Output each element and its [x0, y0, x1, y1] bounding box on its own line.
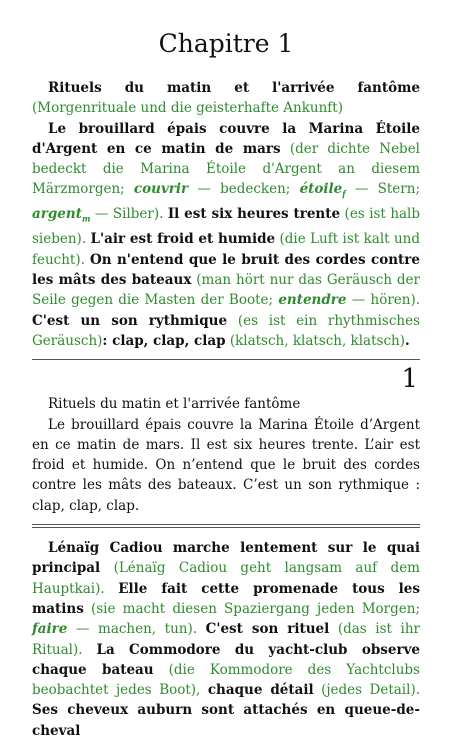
gloss-de: (es ist halb sieben).	[32, 206, 421, 248]
original-text-section	[32, 394, 420, 516]
vocab-term: étoile$_f$	[299, 181, 346, 200]
gloss-de: (jedes Detail).	[321, 682, 420, 699]
gloss-de: (es ist ein rhythmisches Geräusch)	[32, 312, 421, 349]
sentence-end: .	[404, 332, 410, 349]
gloss-de: (Lénaïg Cadiou geht langsam auf dem Hauptkai).	[32, 560, 420, 597]
page-number: 1	[401, 364, 418, 395]
section-heading-paragraph	[32, 78, 420, 119]
chapter-title: Chapitre 1	[158, 29, 294, 58]
vocab-term: faire	[32, 621, 68, 638]
gloss-de: (die Kommodore des Yachtclubs beobachtet jedes Boot),	[32, 661, 420, 699]
original-paragraph: Le brouillard épais couvre la Marina Étoile d’Argent en ce matin de mars. Il est six heures trente. L’air est froid et humide. On n’entend que le bruit des cordes contre les mâts des bateaux. C’est un son rythmique : clap, clap, clap.	[32, 416, 420, 514]
bilingual-section	[32, 538, 420, 741]
bilingual-paragraph	[32, 538, 420, 741]
sentence-fr: La Commodore du yacht-club observe chaque bateau	[32, 641, 421, 678]
original-heading: Rituels du matin et l'arrivée fantôme	[48, 396, 301, 413]
gloss-de: (die Luft ist kalt und feucht).	[32, 231, 420, 268]
sentence-fr: Elle fait cette promenade tous les matins	[32, 580, 420, 617]
sentence-fr: On n'entend que le bruit des cordes contre les mâts des bateaux	[32, 251, 420, 289]
sentence-fr: : clap, clap, clap	[102, 332, 226, 349]
bilingual-paragraph	[32, 119, 420, 352]
gloss-de: (man hört nur das Geräusch der Seile gegen die Masten der Boote; entendre — hören).	[32, 272, 421, 309]
sentence-fr: L'air est froid et humide	[90, 231, 276, 248]
gloss-de: (das ist ihr Ritual).	[32, 621, 420, 658]
sentence-fr: Il est six heures trente	[167, 206, 341, 223]
vocab-term: argent$_m$	[32, 206, 91, 225]
sentence-fr: Ses cheveux auburn sont attachés en queue-de-cheval	[32, 702, 420, 739]
sentence-fr: C'est un son rythmique	[32, 312, 228, 329]
bilingual-section	[32, 78, 420, 351]
gloss-de: (sie macht diesen Spaziergang jeden Morgen; faire — machen, tun).	[32, 600, 420, 638]
sentence-fr: C'est son rituel	[205, 621, 330, 638]
gloss-de: (der dichte Nebel bedeckt die Marina Étoile d'Argent an diesem Märzmorgen; couvrir — bedecken; étoile$_f$ — Stern; argent$_m$ — Silber).	[32, 140, 421, 225]
heading-de: (Morgenrituale und die geisterhafte Ankunft)	[32, 100, 343, 117]
vocab-term: couvrir	[133, 181, 189, 198]
sentence-fr: Le brouillard épais couvre la Marina Étoile d'Argent en ce matin de mars	[32, 120, 420, 157]
gloss-de: (klatsch, klatsch, klatsch)	[229, 332, 405, 349]
vocab-term: entendre	[278, 292, 347, 309]
heading-fr: Rituels du matin et l'arrivée fantôme	[48, 80, 420, 96]
sentence-fr: chaque détail	[207, 682, 314, 699]
double-divider	[32, 524, 420, 528]
sentence-fr: Lénaïg Cadiou marche lentement sur le quai principal	[32, 540, 420, 577]
divider	[32, 359, 420, 360]
